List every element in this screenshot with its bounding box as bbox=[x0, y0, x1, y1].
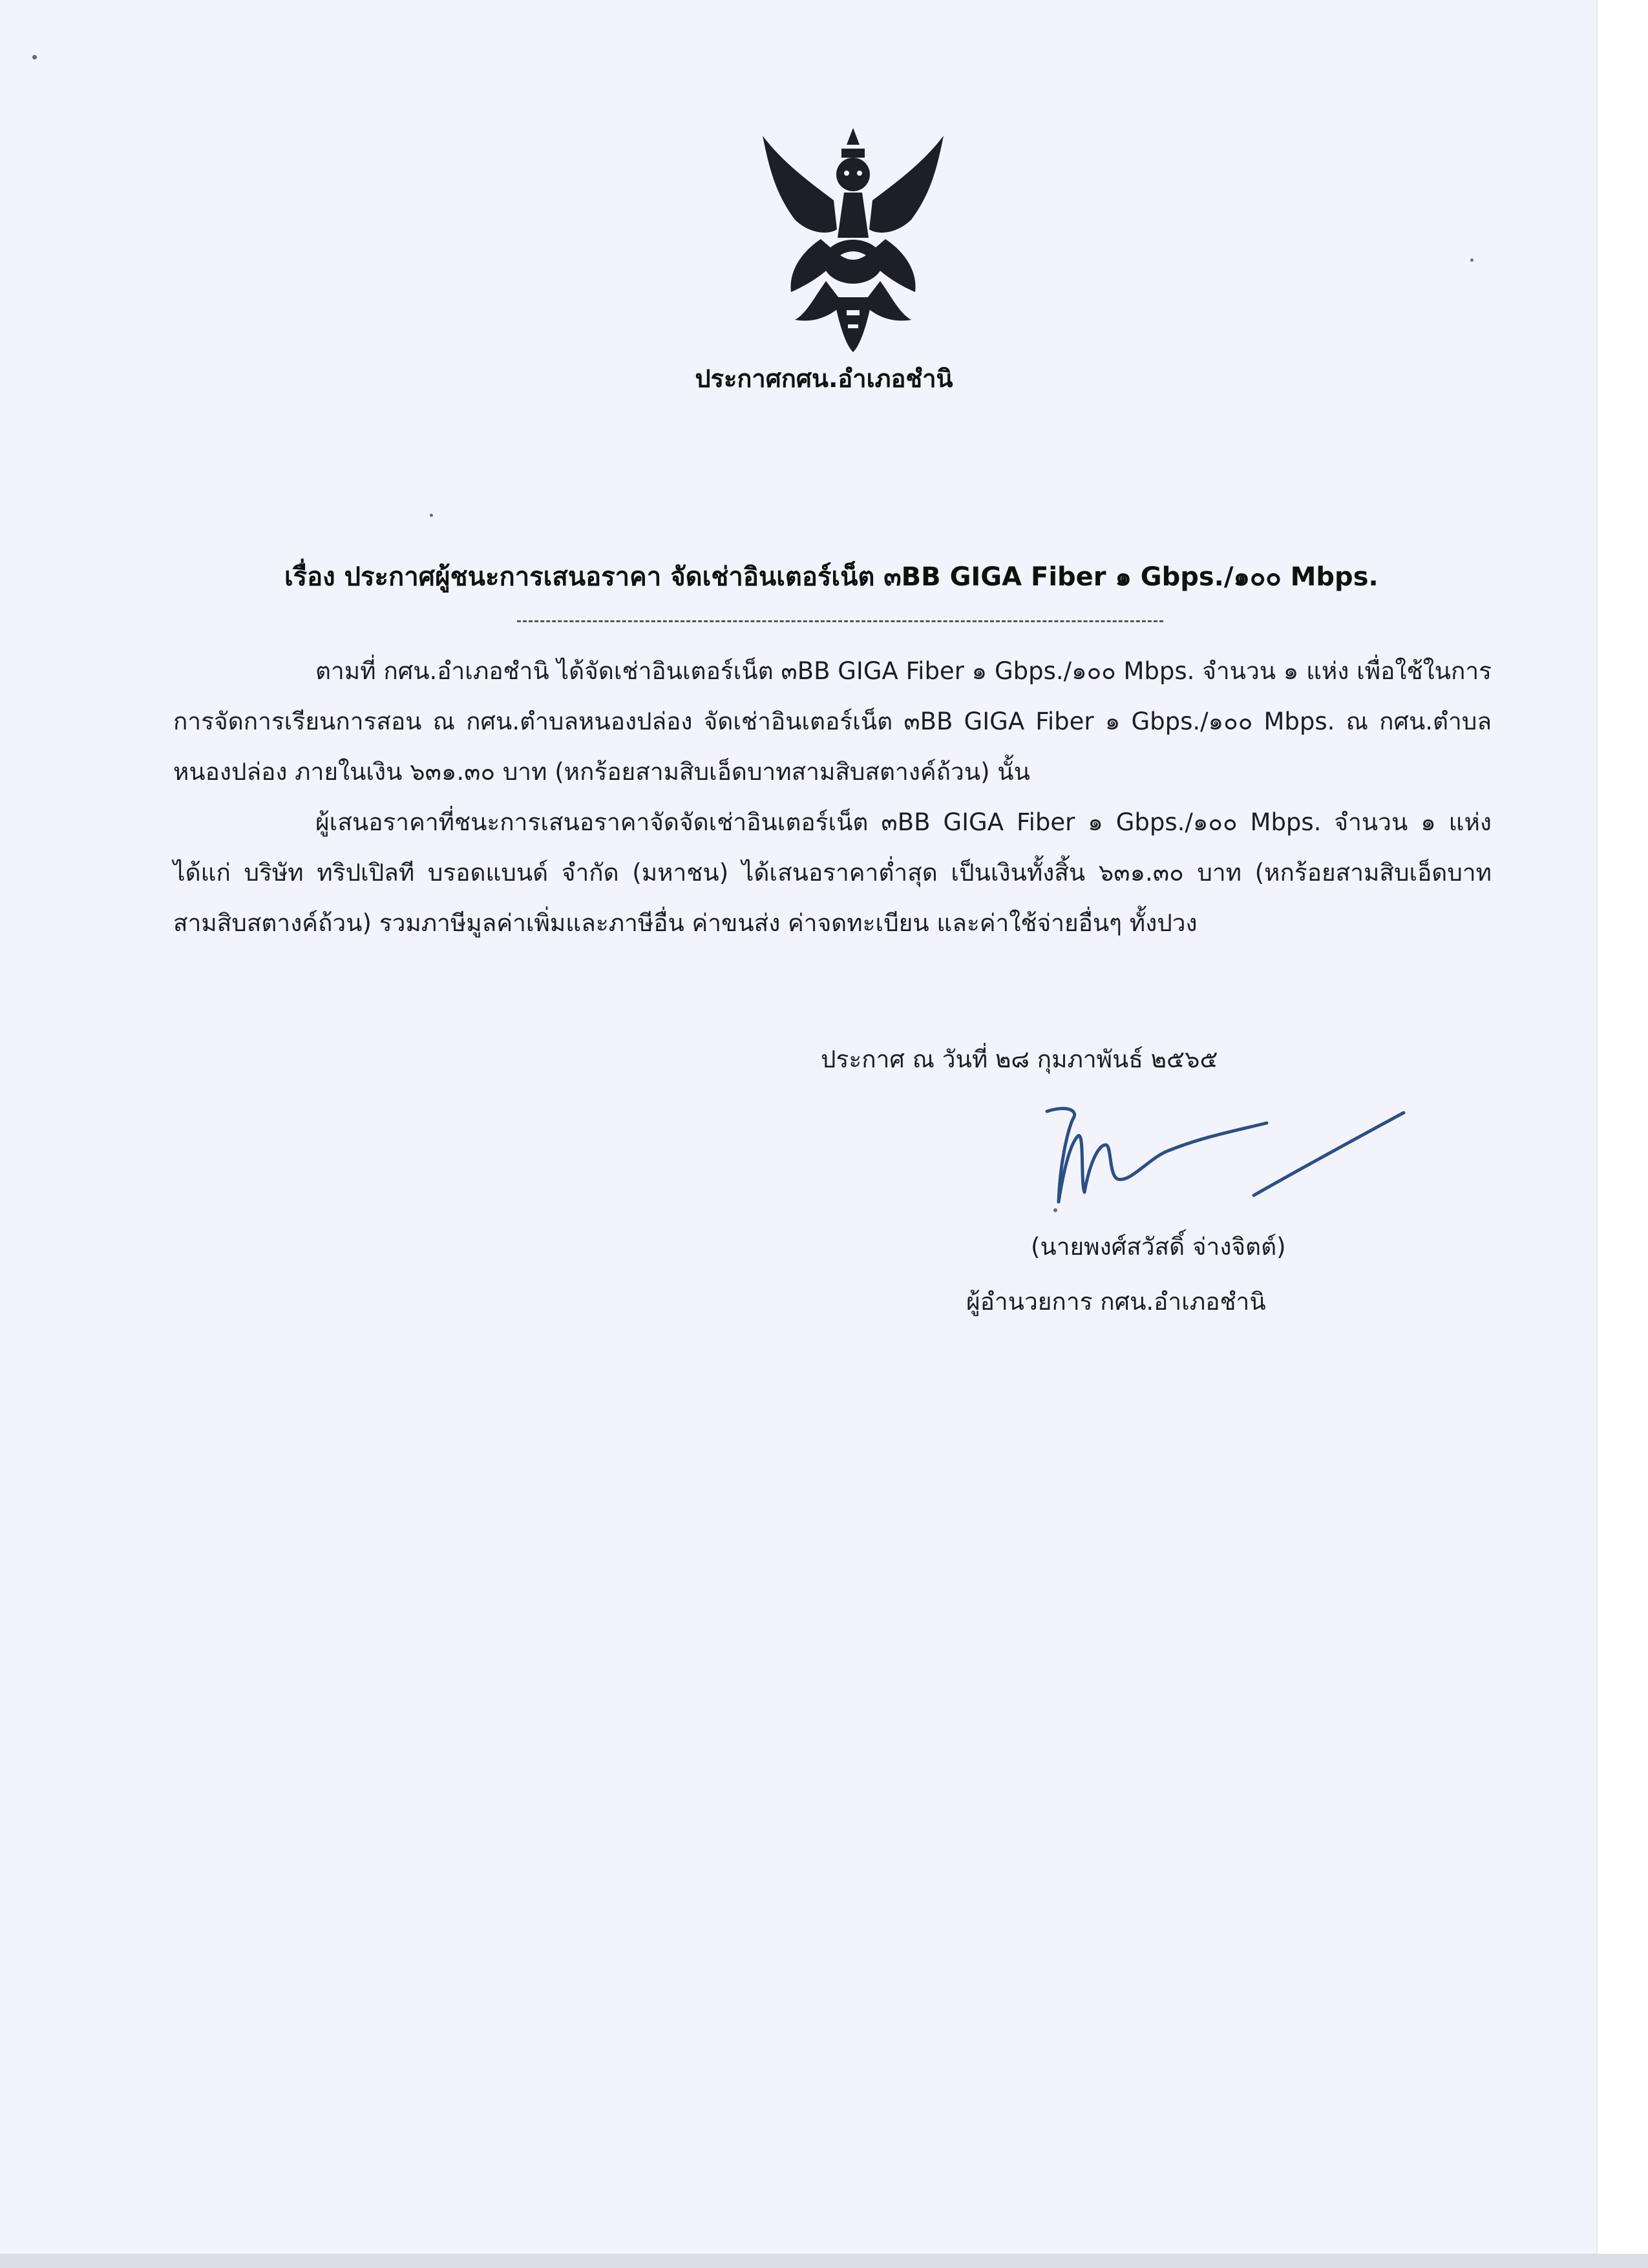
scan-right-margin bbox=[1596, 0, 1648, 2268]
scan-speck bbox=[1470, 258, 1474, 262]
scan-speck bbox=[32, 55, 37, 59]
announcement-body bbox=[173, 646, 1492, 949]
announcement-heading: ประกาศกศน.อำเภอชำนิ bbox=[695, 364, 953, 393]
signature-image bbox=[1008, 1073, 1422, 1228]
signer-title: ผู้อำนวยการ กศน.อำเภอชำนิ bbox=[966, 1288, 1266, 1316]
subject-line: เรื่อง ประกาศผู้ชนะการเสนอราคา จัดเช่าอินเตอร์เน็ต ๓BB GIGA Fiber ๑ Gbps./๑๐๐ Mbps. bbox=[284, 562, 1379, 592]
garuda-emblem-icon bbox=[750, 123, 956, 355]
body-paragraph: ผู้เสนอราคาที่ชนะการเสนอราคาจัดจัดเช่าอินเตอร์เน็ต ๓BB GIGA Fiber ๑ Gbps./๑๐๐ Mbps. จำนวน ๑ แห่ง ได้แก่ บริษัท ทริปเปิลที บรอดแบนด์ จำกัด (มหาชน) ได้เสนอราคาต่ำสุด เป็นเงินทั้งสิ้น ๖๓๑.๓๐ บาท (หกร้อยสามสิบเอ็ดบาทสามสิบสตางค์ถ้วน) รวมภาษีมูลค่าเพิ่มและภาษีอื่น ค่าขนส่ง ค่าจดทะเบียน และค่าใช้จ่ายอื่นๆ ทั้งปวง bbox=[173, 808, 1492, 937]
scan-bottom-margin bbox=[0, 2254, 1648, 2268]
body-paragraph: ตามที่ กศน.อำเภอชำนิ ได้จัดเช่าอินเตอร์เน็ต ๓BB GIGA Fiber ๑ Gbps./๑๐๐ Mbps. จำนวน ๑ แห่ง เพื่อใช้ในการการจัดการเรียนการสอน ณ กศน.ตำบลหนองปล่อง จัดเช่าอินเตอร์เน็ต ๓BB GIGA Fiber ๑ Gbps./๑๐๐ Mbps. ณ กศน.ตำบลหนองปล่อง ภายในเงิน ๖๓๑.๓๐ บาท (หกร้อยสามสิบเอ็ดบาทสามสิบสตางค์ถ้วน) นั้น bbox=[173, 657, 1492, 786]
dashed-divider bbox=[517, 620, 1163, 622]
announcement-date: ประกาศ ณ วันที่ ๒๘ กุมภาพันธ์ ๒๕๖๕ bbox=[821, 1045, 1218, 1073]
scan-speck bbox=[430, 514, 433, 517]
signer-name: (นายพงศ์สวัสดิ์ จ่างจิตต์) bbox=[1031, 1233, 1286, 1261]
